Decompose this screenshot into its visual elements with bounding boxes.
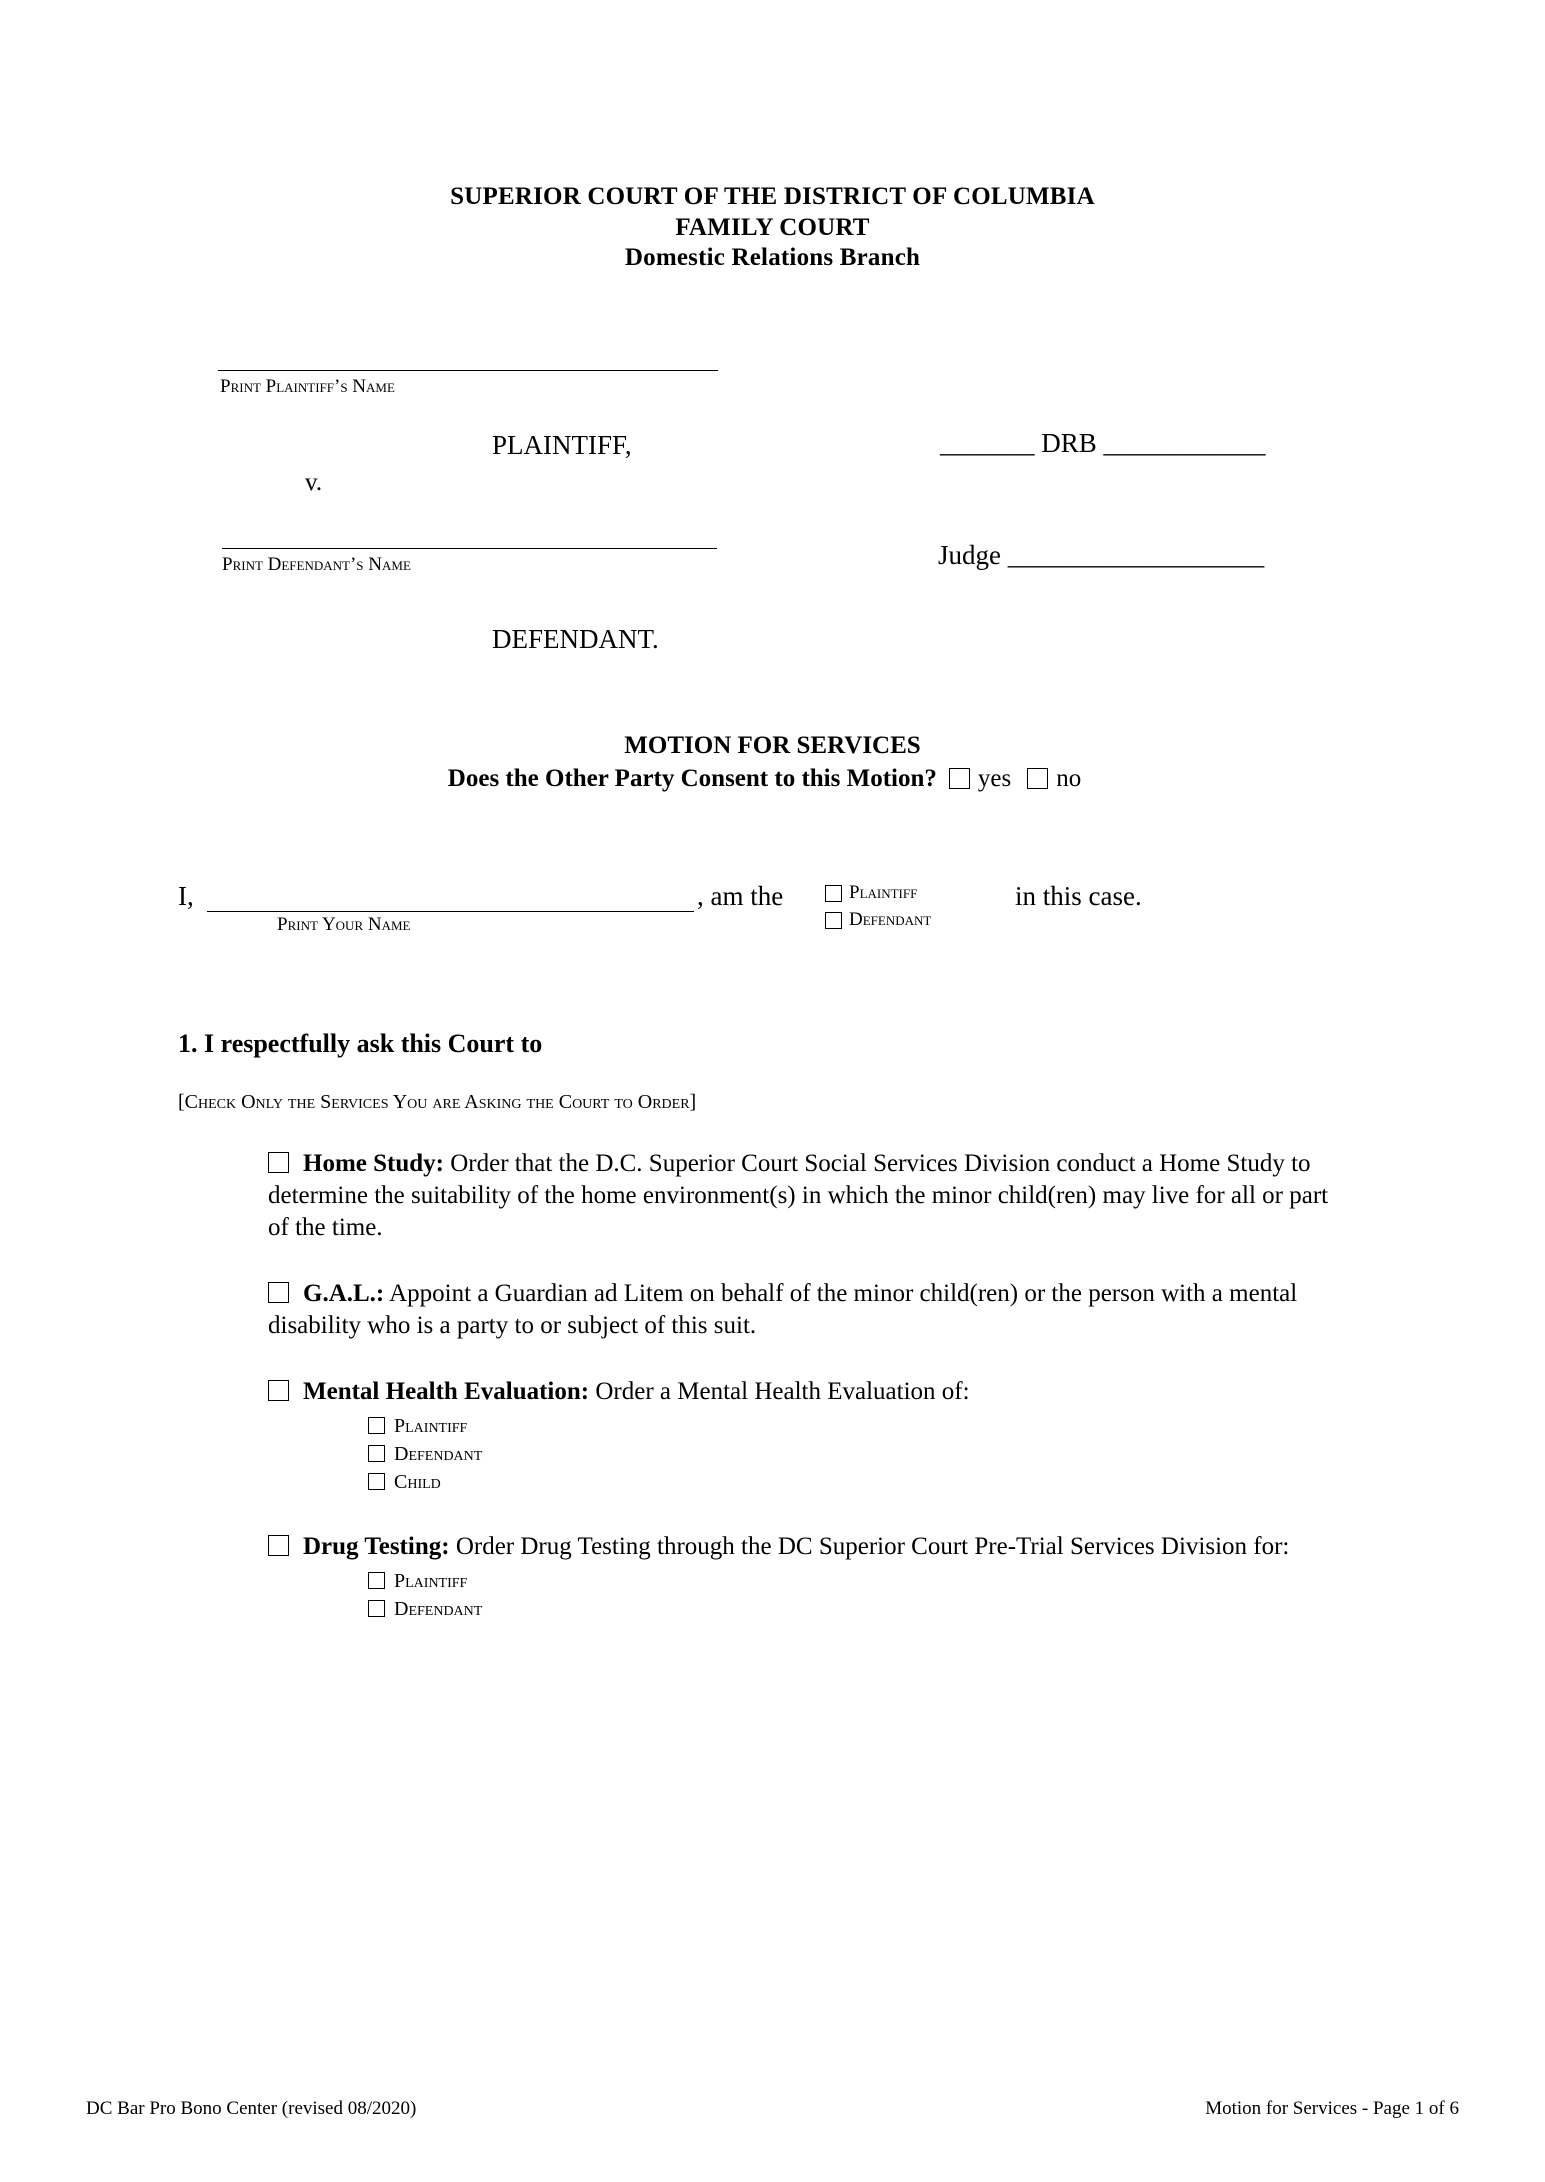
judge-field[interactable]: Judge ___________________ [938, 539, 1265, 570]
party-plaintiff-option[interactable] [825, 879, 931, 907]
party-defendant-label: Defendant [849, 909, 932, 931]
versus-word: v. [305, 468, 323, 496]
drug-testing-defendant-label: Defendant [394, 1598, 483, 1621]
court-name-line3: Domestic Relations Branch [624, 244, 921, 271]
am-the-text: , am the [697, 880, 784, 911]
in-this-case-text: in this case. [1015, 880, 1142, 911]
mental-health-defendant-checkbox[interactable] [368, 1445, 385, 1462]
home-study-text: Order that the D.C. Superior Court Social Services Division conduct a Home Study to determine the suitability of the home environment(s) in which the minor child(ren) may live for all or part of the time. [268, 1149, 1329, 1241]
gal-checkbox[interactable] [268, 1282, 289, 1303]
plaintiff-name-blank[interactable] [218, 370, 718, 371]
party-defendant-checkbox[interactable] [825, 912, 842, 929]
drug-testing-option-defendant[interactable] [368, 1595, 1545, 1623]
drug-testing-plaintiff-label: Plaintiff [394, 1569, 468, 1592]
defendant-name-label: Print Defendant’s Name [222, 553, 411, 575]
mental-health-child-checkbox[interactable] [368, 1473, 385, 1490]
court-header [0, 182, 1545, 274]
court-name-line1: SUPERIOR COURT OF THE DISTRICT OF COLUMBIA [450, 183, 1095, 210]
mental-health-label: Mental Health Evaluation: [303, 1377, 590, 1405]
mental-health-plaintiff-label: Plaintiff [394, 1414, 468, 1437]
home-study-checkbox[interactable] [268, 1152, 289, 1173]
mental-health-option-child[interactable] [368, 1468, 1545, 1496]
plaintiff-name-label: Print Plaintiff’s Name [220, 375, 395, 397]
gal-text: Appoint a Guardian ad Litem on behalf of the minor child(ren) or the person with a mental disability who is a party to or subject of this suit. [268, 1279, 1298, 1339]
mental-health-text: Order a Mental Health Evaluation of: [589, 1377, 970, 1405]
print-your-name-label: Print Your Name [277, 913, 411, 935]
section-1-heading: 1. I respectfully ask this Court to [178, 1028, 543, 1058]
drug-testing-options [368, 1567, 1545, 1624]
party-plaintiff-checkbox[interactable] [825, 885, 842, 902]
service-item-drug-testing[interactable] [268, 1531, 1355, 1563]
gal-label: G.A.L.: [303, 1279, 385, 1307]
mental-health-option-plaintiff[interactable] [368, 1412, 1545, 1440]
consent-question-row [0, 765, 1545, 793]
defendant-name-blank[interactable] [222, 548, 717, 549]
home-study-label: Home Study: [303, 1149, 444, 1177]
service-item-gal[interactable] [268, 1278, 1355, 1342]
plaintiff-party-word: PLAINTIFF, [492, 429, 632, 460]
consent-no-checkbox[interactable] [1027, 768, 1048, 789]
defendant-party-word: DEFENDANT. [492, 623, 659, 654]
footer-right: Motion for Services - Page 1 of 6 [1205, 2098, 1459, 2119]
mental-health-options [368, 1412, 1545, 1497]
party-role-group [825, 879, 931, 934]
mental-health-plaintiff-checkbox[interactable] [368, 1417, 385, 1434]
case-caption [0, 370, 1545, 690]
consent-no-label: no [1056, 764, 1082, 792]
mental-health-defendant-label: Defendant [394, 1442, 483, 1465]
party-defendant-option[interactable] [825, 906, 931, 934]
service-item-mental-health[interactable] [268, 1376, 1355, 1408]
mental-health-child-label: Child [394, 1471, 441, 1494]
drug-testing-text: Order Drug Testing through the DC Superior Court Pre-Trial Services Division for: [449, 1532, 1290, 1560]
drug-testing-label: Drug Testing: [303, 1532, 450, 1560]
declaration-row [0, 881, 1545, 951]
page-footer [86, 2098, 1459, 2120]
drug-testing-checkbox[interactable] [268, 1535, 289, 1556]
consent-question-label: Does the Other Party Consent to this Motion? [447, 764, 937, 792]
motion-title: MOTION FOR SERVICES [624, 731, 921, 759]
court-name-line2: FAMILY COURT [675, 213, 870, 241]
drug-testing-defendant-checkbox[interactable] [368, 1600, 385, 1617]
section-1-instruction: [Check Only the Services You are Asking the Court to Order] [178, 1090, 697, 1113]
footer-left: DC Bar Pro Bono Center (revised 08/2020) [86, 2098, 417, 2119]
consent-yes-checkbox[interactable] [949, 768, 970, 789]
case-number-field[interactable]: _______ DRB ____________ [940, 427, 1266, 458]
document-page [0, 182, 1545, 2182]
your-name-input[interactable] [207, 911, 694, 912]
drug-testing-option-plaintiff[interactable] [368, 1567, 1545, 1595]
consent-yes-label: yes [977, 764, 1012, 792]
mental-health-option-defendant[interactable] [368, 1440, 1545, 1468]
mental-health-checkbox[interactable] [268, 1380, 289, 1401]
service-item-home-study[interactable] [268, 1148, 1355, 1244]
declaration-i: I, [178, 880, 194, 911]
party-plaintiff-label: Plaintiff [849, 881, 918, 903]
drug-testing-plaintiff-checkbox[interactable] [368, 1572, 385, 1589]
